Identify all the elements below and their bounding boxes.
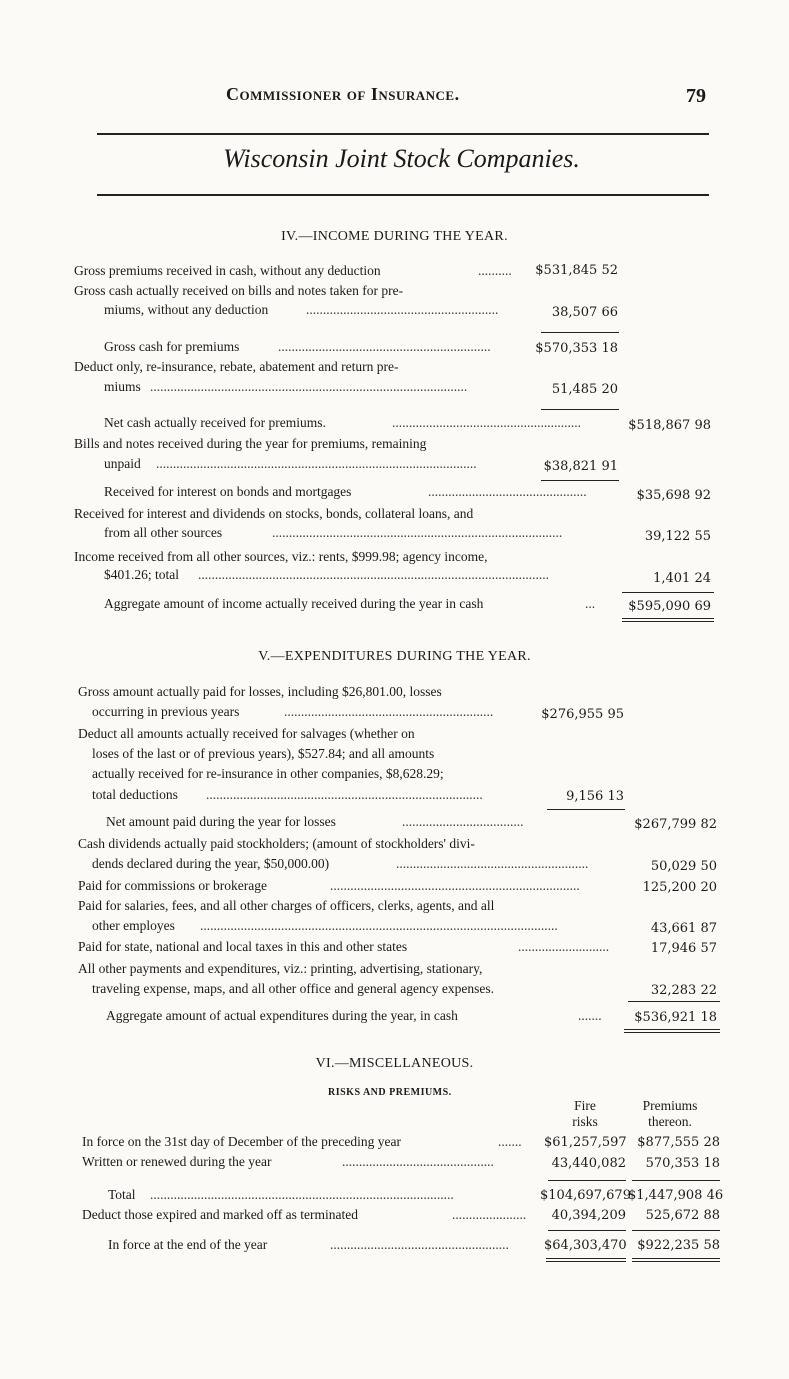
income-line: miums, without any deduction bbox=[104, 302, 269, 317]
double-rule bbox=[622, 621, 714, 622]
sum-rule bbox=[632, 1230, 720, 1231]
leader-dots: ...................... bbox=[452, 1207, 527, 1222]
expenditure-value: 50,029 50 bbox=[650, 859, 717, 874]
risks-row-label: In force on the 31st day of December of the preceding year bbox=[82, 1134, 401, 1149]
risks-row-fire: $104,697,679 bbox=[540, 1188, 631, 1203]
leader-dots: .............................................................................................. bbox=[150, 379, 468, 394]
income-line: Aggregate amount of income actually received during the year in cash bbox=[104, 596, 484, 611]
running-title: Commissioner of Insurance. bbox=[226, 84, 460, 104]
section-subtitle: Wisconsin Joint Stock Companies. bbox=[223, 144, 580, 173]
expenditure-line: Net amount paid during the year for losses bbox=[106, 814, 336, 829]
premiums-header bbox=[628, 1098, 712, 1130]
expenditure-line: actually received for re-insurance in other companies, $8,628.29; bbox=[92, 766, 444, 781]
fire-risks-header bbox=[552, 1098, 618, 1130]
income-line: Bills and notes received during the year for premiums, remaining bbox=[74, 436, 427, 451]
risks-row-premium: 570,353 18 bbox=[645, 1156, 720, 1171]
income-value: 38,507 66 bbox=[551, 305, 618, 320]
income-value: $518,867 98 bbox=[628, 418, 711, 433]
top-rule bbox=[97, 133, 709, 135]
expenditure-line: Paid for commissions or brokerage bbox=[78, 878, 267, 893]
sum-rule bbox=[541, 332, 619, 333]
expenditure-line: traveling expense, maps, and all other office and general agency expenses. bbox=[92, 981, 494, 996]
income-line: Gross premiums received in cash, without any deduction bbox=[74, 263, 381, 278]
income-value: 51,485 20 bbox=[551, 382, 618, 397]
income-value: $38,821 91 bbox=[543, 459, 618, 474]
income-line: from all other sources bbox=[104, 525, 223, 540]
income-value: 1,401 24 bbox=[653, 571, 711, 586]
expenditure-line: other employes bbox=[92, 918, 175, 933]
double-rule bbox=[632, 1261, 720, 1262]
leader-dots: ........................... bbox=[518, 939, 610, 954]
leader-dots: ... bbox=[585, 596, 596, 611]
risks-row-premium: $922,235 58 bbox=[637, 1238, 720, 1253]
risks-row-fire: $64,303,470 bbox=[544, 1238, 627, 1253]
misc-heading: VI.—MISCELLANEOUS. bbox=[315, 1056, 474, 1071]
income-heading: IV.—INCOME DURING THE YEAR. bbox=[281, 229, 508, 244]
income-line: Gross cash for premiums bbox=[104, 339, 240, 354]
leader-dots: .................................................................................. bbox=[206, 787, 483, 802]
expenditure-line: Cash dividends actually paid stockholders; (amount of stockholders' divi- bbox=[78, 836, 475, 851]
leader-dots: ........................................................................................................ bbox=[198, 567, 549, 582]
income-line: Income received from all other sources, viz.: rents, $999.98; agency income, bbox=[74, 549, 488, 564]
expenditure-line: Paid for salaries, fees, and all other charges of officers, clerks, agents, and all bbox=[78, 898, 495, 913]
leader-dots: ............................................................................................... bbox=[156, 456, 477, 471]
leader-dots: .............................................................. bbox=[284, 704, 494, 719]
income-value: $595,090 69 bbox=[628, 599, 711, 614]
income-line: miums bbox=[104, 379, 141, 394]
leader-dots: .................................... bbox=[402, 814, 524, 829]
expenditure-line: loses of the last or of previous years), $527.84; and all amounts bbox=[92, 746, 435, 761]
income-value: $35,698 92 bbox=[636, 488, 711, 503]
double-rule bbox=[624, 1029, 720, 1030]
leader-dots: ......................................................... bbox=[306, 302, 499, 317]
sum-rule bbox=[548, 1230, 626, 1231]
leader-dots: .......................................................................................................... bbox=[200, 918, 558, 933]
income-line: Net cash actually received for premiums. bbox=[104, 415, 326, 430]
leader-dots: ............................................... bbox=[428, 484, 587, 499]
expenditure-value: 125,200 20 bbox=[642, 880, 717, 895]
expenditure-line: Gross amount actually paid for losses, including $26,801.00, losses bbox=[78, 684, 442, 699]
risks-row-fire: 43,440,082 bbox=[551, 1156, 626, 1171]
expenditure-value: $536,921 18 bbox=[634, 1010, 717, 1025]
leader-dots: ..................................................... bbox=[330, 1237, 509, 1252]
sum-rule bbox=[632, 1180, 720, 1181]
page-number: 79 bbox=[686, 85, 706, 107]
leader-dots: ........................................................ bbox=[392, 415, 581, 430]
leader-dots: ............................................. bbox=[342, 1154, 494, 1169]
sum-rule bbox=[541, 409, 619, 410]
double-rule bbox=[632, 1258, 720, 1259]
leader-dots: .......................................................................................... bbox=[150, 1187, 454, 1202]
sum-rule bbox=[541, 480, 619, 481]
risks-row-premium: $1,447,908 46 bbox=[628, 1188, 724, 1203]
expenditure-line: dends declared during the year, $50,000.00) bbox=[92, 856, 330, 871]
leader-dots: ....... bbox=[578, 1008, 602, 1023]
income-line: unpaid bbox=[104, 456, 141, 471]
fire-risks-header-line: Fire bbox=[574, 1098, 596, 1113]
income-line: $401.26; total bbox=[104, 567, 179, 582]
double-rule bbox=[622, 618, 714, 619]
leader-dots: ....... bbox=[498, 1134, 522, 1149]
double-rule bbox=[546, 1261, 626, 1262]
leader-dots: ......................................................... bbox=[396, 856, 589, 871]
expenditure-value: 9,156 13 bbox=[566, 789, 624, 804]
risks-row-fire: 40,394,209 bbox=[551, 1208, 626, 1223]
expenditure-line: occurring in previous years bbox=[92, 704, 240, 719]
premiums-header-line: thereon. bbox=[648, 1114, 692, 1129]
expenditure-line: Aggregate amount of actual expenditures during the year, in cash bbox=[106, 1008, 458, 1023]
sum-rule bbox=[622, 592, 714, 593]
risks-subheading: RISKS AND PREMIUMS. bbox=[328, 1087, 452, 1098]
sum-rule bbox=[547, 809, 625, 810]
risks-row-premium: 525,672 88 bbox=[645, 1208, 720, 1223]
risks-row-label: In force at the end of the year bbox=[108, 1237, 268, 1252]
income-value: 39,122 55 bbox=[644, 529, 711, 544]
risks-row-label: Total bbox=[108, 1187, 136, 1202]
expenditure-value: 32,283 22 bbox=[650, 983, 717, 998]
expenditure-value: 43,661 87 bbox=[650, 921, 717, 936]
expenditure-value: 17,946 57 bbox=[650, 941, 717, 956]
risks-row-premium: $877,555 28 bbox=[637, 1135, 720, 1150]
expenditure-line: total deductions bbox=[92, 787, 178, 802]
income-line: Received for interest and dividends on stocks, bonds, collateral loans, and bbox=[74, 506, 474, 521]
leader-dots: ............................................................... bbox=[278, 339, 491, 354]
expenditure-line: Deduct all amounts actually received for salvages (whether on bbox=[78, 726, 415, 741]
risks-row-fire: $61,257,597 bbox=[544, 1135, 627, 1150]
leader-dots: .......... bbox=[478, 263, 512, 278]
subtitle-rule bbox=[97, 194, 709, 196]
running-header bbox=[0, 84, 789, 108]
risks-row-label: Deduct those expired and marked off as terminated bbox=[82, 1207, 359, 1222]
double-rule bbox=[546, 1258, 626, 1259]
income-value: $531,845 52 bbox=[535, 263, 618, 278]
expenditure-value: $276,955 95 bbox=[541, 707, 624, 722]
sum-rule bbox=[628, 1001, 720, 1002]
risks-row-label: Written or renewed during the year bbox=[82, 1154, 272, 1169]
expenditure-line: Paid for state, national and local taxes in this and other states bbox=[78, 939, 408, 954]
income-line: Gross cash actually received on bills and notes taken for pre- bbox=[74, 283, 404, 298]
fire-risks-header-line: risks bbox=[572, 1114, 598, 1129]
expenditure-line: All other payments and expenditures, viz.: printing, advertising, stationary, bbox=[78, 961, 483, 976]
leader-dots: ...................................................................................... bbox=[272, 525, 563, 540]
income-value: $570,353 18 bbox=[535, 341, 618, 356]
income-line: Received for interest on bonds and mortgages bbox=[104, 484, 352, 499]
leader-dots: .......................................................................... bbox=[330, 878, 580, 893]
expenditure-value: $267,799 82 bbox=[634, 817, 717, 832]
expenditures-heading: V.—EXPENDITURES DURING THE YEAR. bbox=[258, 649, 531, 664]
double-rule bbox=[624, 1032, 720, 1033]
sum-rule bbox=[548, 1180, 626, 1181]
income-line: Deduct only, re-insurance, rebate, abatement and return pre- bbox=[74, 359, 399, 374]
premiums-header-line: Premiums bbox=[642, 1098, 698, 1113]
